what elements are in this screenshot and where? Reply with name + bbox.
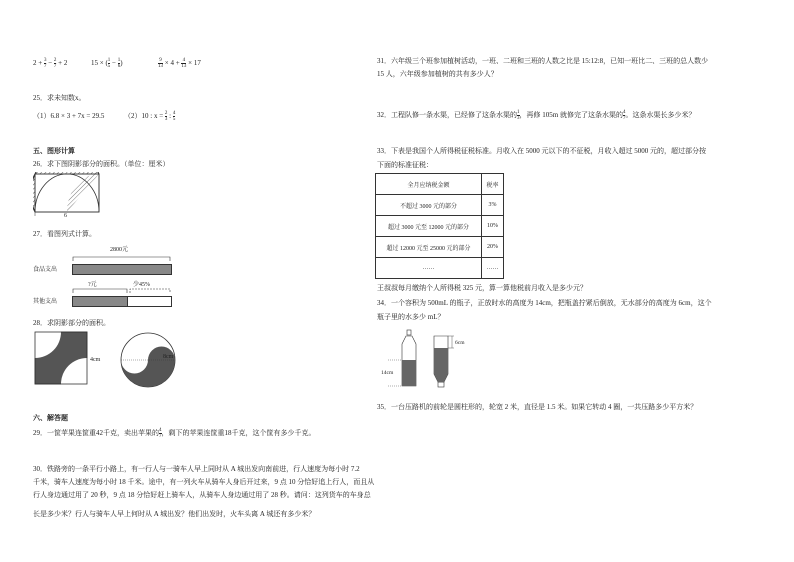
q27-less: 少45% [133,282,150,288]
q33-line1: 33．下表是我国个人所得税征税标准。月收入在 5000 元以下的不征税，月收入超过 5000 元的，超过部分按 [377,147,706,155]
q34-height-6: 6cm [455,340,465,346]
q25-a: （1）6.8 × 3 + 7x = 29.5 [33,112,105,120]
q30-line3: 行人身边通过用了 20 秒，9 点 18 分恰好赶上骑车人，从骑车人身边通过用了 28 秒。请问：这列货车的车身总 [33,491,371,499]
q35: 35．一台压路机的前轮是圆柱形的，轮宽 2 米，直径是 1.5 米。如果它转动 4 圈，一共压路多少平方米？ [377,403,698,411]
q29: 29．一筐苹果连筐重42千克，卖出苹果的 $\frac{4}{7}$ ，剩下的苹果连筐重18千克，这个筐有多少千克。 [33,428,316,439]
q25-title: 25．求未知数x。 [33,94,86,102]
q34-line1: 34．一个容积为 500mL 的瓶子，正放时水的高度为 14cm，把瓶盖拧紧后倒放，无水部分的高度为 6cm，这个 [377,299,712,307]
q34-line2: 瓶子里的水多少 mL？ [377,313,445,321]
table-cell: …… [376,258,482,279]
table-cell: 超过 3000 元至 12000 元的部分 [376,216,482,237]
q34-height-14: 14cm [381,370,394,376]
table-cell: …… [482,258,504,279]
q26-title: 26．求下图阴影部分的面积。（单位：厘米） [33,160,170,168]
q28-title: 28．求阴影部分的面积。 [33,319,110,327]
q27-mark: ?元 [88,282,97,288]
q27-lower-brace [72,285,172,295]
expr-3: $\frac{9}{13}$ × 4 + $\frac{4}{13}$ × 17 [158,58,201,69]
table-cell: 不超过 3000 元的部分 [376,195,482,216]
q30-line2: 千米，骑车人速度为每小时 18 千米。途中，有一列火车从骑车人身后开过来，9 点 10 分恰好追上行人，而且从 [33,478,375,486]
q27-food-label: 食品支出 [33,267,58,273]
expr-1: 2 + $\frac{3}{7}$ − $\frac{2}{7}$ + 2 [33,58,68,69]
q27-other-bar [72,296,128,307]
q31-line1: 31．六年级三个班参加植树活动，一班、二班和三班的人数之比是 15:12:8，已知一班比二、三班的总人数少 [377,57,709,65]
q27-food-bar [72,264,172,275]
q27-brace [72,253,172,263]
q27-other-remainder [127,296,172,307]
q26-label: 6 [64,213,67,219]
q30-line4: 长是多少米？行人与骑车人早上何时从 A 城出发？他们出发时，火车头离 A 城还有多少米？ [33,510,316,518]
table-row [376,216,504,237]
table-cell: 10% [482,216,504,237]
tax-table [375,173,504,279]
q27-total: 2800元 [110,247,129,253]
table-header-cell: 税率 [482,174,504,195]
q28-side-label: 4cm [90,357,101,363]
table-cell: 20% [482,237,504,258]
q33-line2: 下面的标准征税： [377,161,433,169]
table-row [376,258,504,279]
expr-2: 15 × ( $\frac{1}{5}$ − $\frac{1}{6}$ ) [91,58,123,69]
table-row [376,237,504,258]
q31-line2: 15 人，六年级参加植树的共有多少人？ [377,70,498,78]
q33-after: 王叔叔每月缴纳个人所得税 325 元，算一算他税前月收入是多少元？ [377,284,587,292]
table-cell: 超过 12000 元至 25000 元的部分 [376,237,482,258]
section-5-title: 五、图形计算 [33,148,75,155]
q26-figure [33,172,113,220]
q28-square-figure [33,330,93,386]
q27-other-label: 其他支出 [33,299,58,305]
q32: 32．工程队修一条水渠，已经修了这条水渠的 $\frac{1}{3}$ ，再修 105m 就修完了这条水渠的 $\frac{4}{7}$ 。这条水渠长多少米？ [377,110,696,121]
q28-diam-label: 8cm [163,354,174,360]
table-header-row [376,174,504,195]
table-row [376,195,504,216]
table-header-cell: 全月应纳税金额 [376,174,482,195]
q25-b: （2）10 : x = $\frac{2}{3}$ : $\frac{4}{5}$ [124,111,176,122]
section-6-title: 六、解答题 [33,415,68,422]
q27-title: 27．看图列式计算。 [33,230,96,238]
table-cell: 3% [482,195,504,216]
q30-line1: 30．铁路旁的一条平行小路上，有一行人与一骑车人早上同时从 A 城出发向南前进，行人速度为每小时 7.2 [33,465,360,473]
